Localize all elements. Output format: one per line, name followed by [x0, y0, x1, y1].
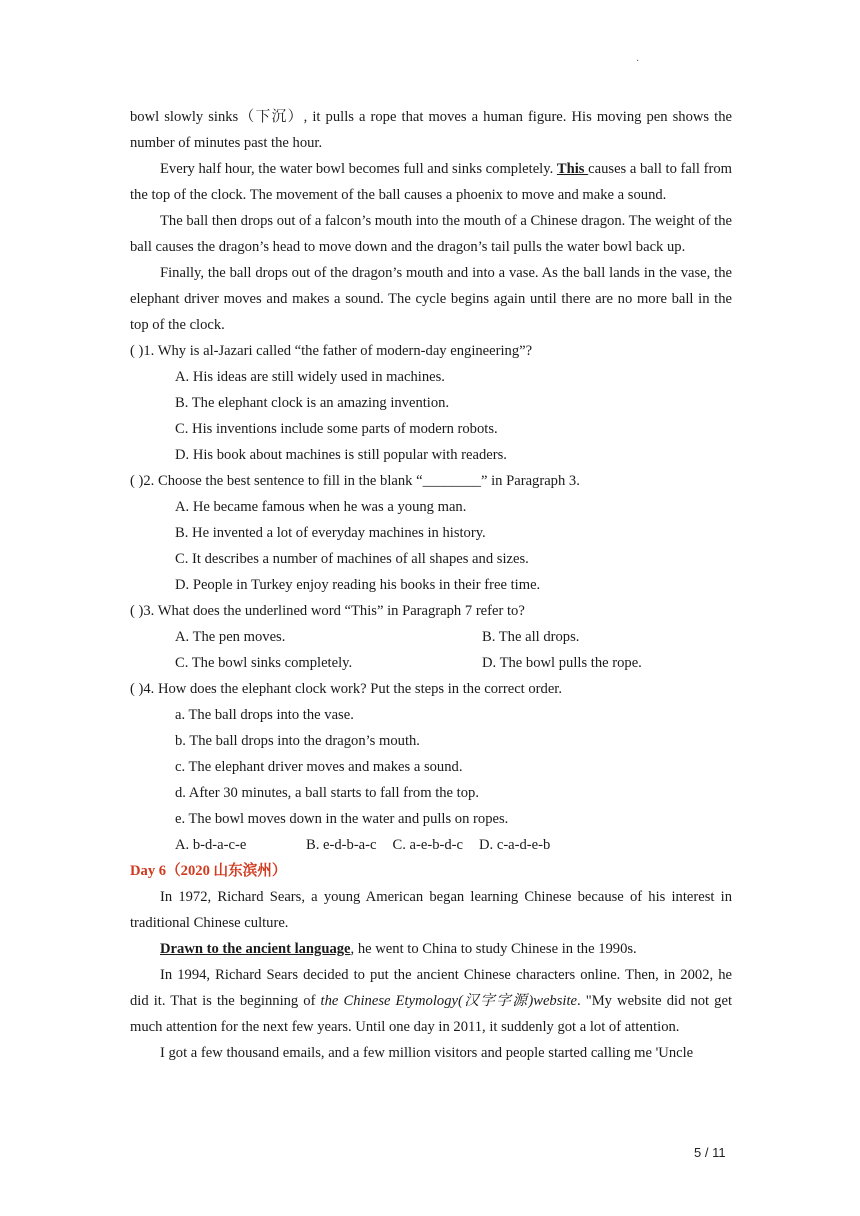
question-3-option-a: A. The pen moves.	[175, 629, 286, 645]
question-1-stem: ( )1. Why is al-Jazari called “the father of modern-day engineering”?	[130, 343, 533, 359]
question-4-option-c: C. a-e-b-d-c	[392, 837, 463, 853]
document-body	[130, 104, 732, 1066]
question-4-step-d: d. After 30 minutes, a ball starts to fall from the top.	[175, 785, 479, 801]
day-6-paragraph-2-rest: , he went to China to study Chinese in the 1990s.	[350, 941, 637, 957]
page-number: 5 / 11	[694, 1145, 726, 1160]
question-3-option-d: D. The bowl pulls the rope.	[482, 655, 642, 671]
question-4-stem: ( )4. How does the elephant clock work? Put the steps in the correct order.	[130, 681, 563, 697]
question-2-option-c: C. It describes a number of machines of all shapes and sizes.	[175, 551, 529, 567]
question-4-step-e: e. The bowl moves down in the water and pulls on ropes.	[175, 811, 509, 827]
question-4-step-a: a. The ball drops into the vase.	[175, 707, 354, 723]
question-3-stem: ( )3. What does the underlined word “This” in Paragraph 7 refer to?	[130, 603, 525, 619]
question-3-options-row-1	[130, 624, 732, 650]
day-6-heading: Day 6（2020 山东滨州）	[130, 863, 287, 879]
paragraph-3: The ball then drops out of a falcon’s mouth into the mouth of a Chinese dragon. The weight of the ball causes the dragon’s head to move down and the dragon’s tail pulls the water bowl back up.	[130, 213, 733, 255]
question-4-option-d: D. c-a-d-e-b	[479, 837, 551, 853]
question-4-option-a: A. b-d-a-c-e	[175, 837, 247, 853]
question-2-stem: ( )2. Choose the best sentence to fill in the blank “________” in Paragraph 3.	[130, 473, 580, 489]
question-3-options-row-2	[130, 650, 732, 676]
question-2-option-b: B. He invented a lot of everyday machines in history.	[175, 525, 486, 541]
day-6-paragraph-4: I got a few thousand emails, and a few million visitors and people started calling me 'Uncle	[160, 1045, 694, 1061]
underlined-phrase: Drawn to the ancient language	[160, 941, 351, 957]
day-6-paragraph-3-before: In 1994, Richard Sears decided to put the ancient Chinese characters online. Then, in 2002, he did it. That is the beginning of	[130, 967, 732, 1009]
underlined-word-this: This	[556, 161, 589, 177]
day-6-paragraph-1: In 1972, Richard Sears, a young American began learning Chinese because of his interest in traditional Chinese culture.	[130, 889, 732, 931]
question-4-option-b: B. e-d-b-a-c	[306, 837, 377, 853]
question-4-step-c: c. The elephant driver moves and makes a sound.	[175, 759, 463, 775]
question-1-option-a: A. His ideas are still widely used in machines.	[175, 369, 445, 385]
paragraph-4: Finally, the ball drops out of the dragon’s mouth and into a vase. As the ball lands in the vase, the elephant driver moves and makes a sound. The cycle begins again until there are no more ball in the top of the clock.	[130, 265, 732, 333]
day-6-paragraph-2	[130, 936, 732, 962]
question-4-step-b: b. The ball drops into the dragon’s mouth.	[175, 733, 420, 749]
paragraph-2	[130, 156, 732, 208]
question-2-option-d: D. People in Turkey enjoy reading his books in their free time.	[175, 577, 541, 593]
question-3-option-b: B. The all drops.	[482, 629, 580, 645]
paragraph-2-after: causes a ball to fall from the top of the clock. The movement of the ball causes a phoenix to move and make a sound.	[130, 161, 733, 203]
day-6-paragraph-3	[130, 962, 732, 1040]
question-1-option-c: C. His inventions include some parts of modern robots.	[175, 421, 498, 437]
website-name: the Chinese Etymology(汉字字源)website	[320, 993, 578, 1009]
question-4-options	[130, 832, 732, 858]
paragraph-2-before: Every half hour, the water bowl becomes full and sinks completely.	[160, 161, 557, 177]
day-6-paragraph-3-after: . "My website did not get much attention for the next few years. Until one day in 2011, it suddenly got a lot of attention.	[130, 993, 733, 1035]
question-2-option-a: A. He became famous when he was a young man.	[175, 499, 467, 515]
question-1-option-b: B. The elephant clock is an amazing invention.	[175, 395, 450, 411]
header-mark: ·	[636, 56, 640, 67]
question-3-option-c: C. The bowl sinks completely.	[175, 655, 353, 671]
paragraph-1: bowl slowly sinks（下沉）, it pulls a rope that moves a human figure. His moving pen shows the number of minutes past the hour.	[130, 109, 732, 151]
question-1-option-d: D. His book about machines is still popular with readers.	[175, 447, 507, 463]
